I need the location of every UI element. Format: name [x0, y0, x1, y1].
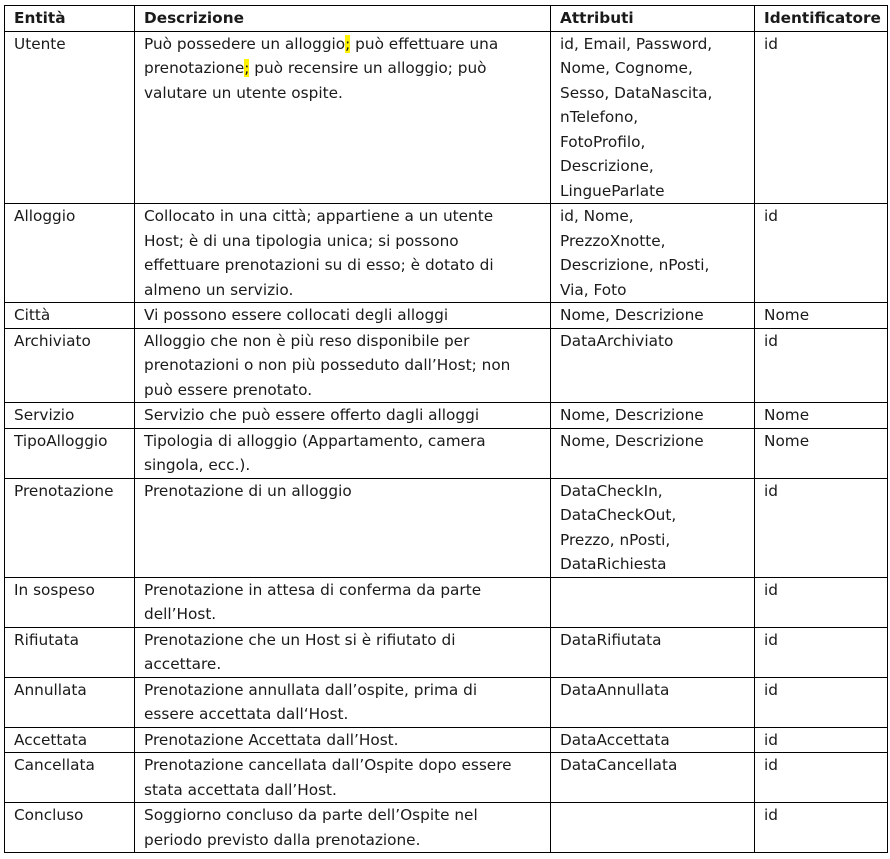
attributes-cell: DataCheckIn, DataCheckOut, Prezzo, nPosti, DataRichiesta — [551, 478, 755, 577]
description-cell: Tipologia di alloggio (Appartamento, camera singola, ecc.). — [135, 428, 551, 478]
highlighted-semicolon: ; — [345, 34, 351, 53]
table-header-row — [5, 6, 888, 32]
description-text: può recensire un alloggio; può valutare un utente ospite. — [144, 59, 487, 102]
header-attributes: Attributi — [551, 6, 755, 32]
attributes-cell: DataRifiutata — [551, 627, 755, 677]
attributes-cell: DataCancellata — [551, 753, 755, 803]
identifier-cell: id — [755, 803, 888, 853]
description-cell: Prenotazione cancellata dall’Ospite dopo essere stata accettata dall’Host. — [135, 753, 551, 803]
attributes-cell — [551, 577, 755, 627]
header-identifier: Identificatore — [755, 6, 888, 32]
table-row — [5, 303, 888, 329]
description-cell: Prenotazione in attesa di conferma da parte dell’Host. — [135, 577, 551, 627]
header-entity: Entità — [5, 6, 135, 32]
entity-cell: Annullata — [5, 677, 135, 727]
identifier-cell: id — [755, 31, 888, 204]
identifier-cell: id — [755, 577, 888, 627]
identifier-cell: id — [755, 328, 888, 403]
identifier-cell: id — [755, 478, 888, 577]
table-row — [5, 204, 888, 303]
identifier-cell: Nome — [755, 303, 888, 329]
description-cell: Vi possono essere collocati degli alloggi — [135, 303, 551, 329]
description-cell: Soggiorno concluso da parte dell’Ospite nel periodo previsto dalla prenotazione. — [135, 803, 551, 853]
table-row — [5, 31, 888, 204]
description-cell: Servizio che può essere offerto dagli alloggi — [135, 403, 551, 429]
attributes-cell: Nome, Descrizione — [551, 428, 755, 478]
table-row — [5, 403, 888, 429]
attributes-cell: Nome, Descrizione — [551, 403, 755, 429]
description-cell — [135, 31, 551, 204]
attributes-cell — [551, 803, 755, 853]
entity-cell: Utente — [5, 31, 135, 204]
attributes-cell: Nome, Descrizione — [551, 303, 755, 329]
entity-cell: Archiviato — [5, 328, 135, 403]
header-description: Descrizione — [135, 6, 551, 32]
table-row — [5, 753, 888, 803]
entity-table — [4, 5, 888, 853]
identifier-cell: id — [755, 677, 888, 727]
table-row — [5, 803, 888, 853]
identifier-cell: id — [755, 727, 888, 753]
description-cell: Prenotazione che un Host si è rifiutato di accettare. — [135, 627, 551, 677]
entity-cell: In sospeso — [5, 577, 135, 627]
highlighted-semicolon: ; — [244, 59, 250, 77]
entity-cell: Accettata — [5, 727, 135, 753]
description-cell: Prenotazione di un alloggio — [135, 478, 551, 577]
table-row — [5, 677, 888, 727]
entity-cell: Alloggio — [5, 204, 135, 303]
table-row — [5, 627, 888, 677]
table-row — [5, 428, 888, 478]
attributes-cell: DataAccettata — [551, 727, 755, 753]
entity-cell: Concluso — [5, 803, 135, 853]
identifier-cell: id — [755, 204, 888, 303]
identifier-cell: Nome — [755, 403, 888, 429]
attributes-cell: DataAnnullata — [551, 677, 755, 727]
entity-cell: TipoAlloggio — [5, 428, 135, 478]
identifier-cell: id — [755, 753, 888, 803]
description-text: Può possedere un alloggio — [144, 34, 346, 53]
entity-cell: Prenotazione — [5, 478, 135, 577]
identifier-cell: Nome — [755, 428, 888, 478]
attributes-cell: id, Email, Password, Nome, Cognome, Sesso, DataNascita, nTelefono, FotoProfilo, Descrizione, LingueParlate — [551, 31, 755, 204]
entity-cell: Servizio — [5, 403, 135, 429]
entity-table-container — [4, 5, 888, 853]
attributes-cell: DataArchiviato — [551, 328, 755, 403]
entity-cell: Rifiutata — [5, 627, 135, 677]
description-cell: Prenotazione Accettata dall’Host. — [135, 727, 551, 753]
description-cell: Collocato in una città; appartiene a un utente Host; è di una tipologia unica; si possono effettuare prenotazioni su di esso; è dotato di almeno un servizio. — [135, 204, 551, 303]
attributes-cell: id, Nome, PrezzoXnotte, Descrizione, nPosti, Via, Foto — [551, 204, 755, 303]
description-cell: Prenotazione annullata dall’ospite, prima di essere accettata dall‘Host. — [135, 677, 551, 727]
description-text: può effettuare una prenotazione — [144, 34, 499, 77]
table-row — [5, 328, 888, 403]
entity-cell: Città — [5, 303, 135, 329]
identifier-cell: id — [755, 627, 888, 677]
table-row — [5, 727, 888, 753]
description-cell: Alloggio che non è più reso disponibile per prenotazioni o non più posseduto dall’Host; non può essere prenotato. — [135, 328, 551, 403]
entity-cell: Cancellata — [5, 753, 135, 803]
table-row — [5, 577, 888, 627]
table-row — [5, 478, 888, 577]
